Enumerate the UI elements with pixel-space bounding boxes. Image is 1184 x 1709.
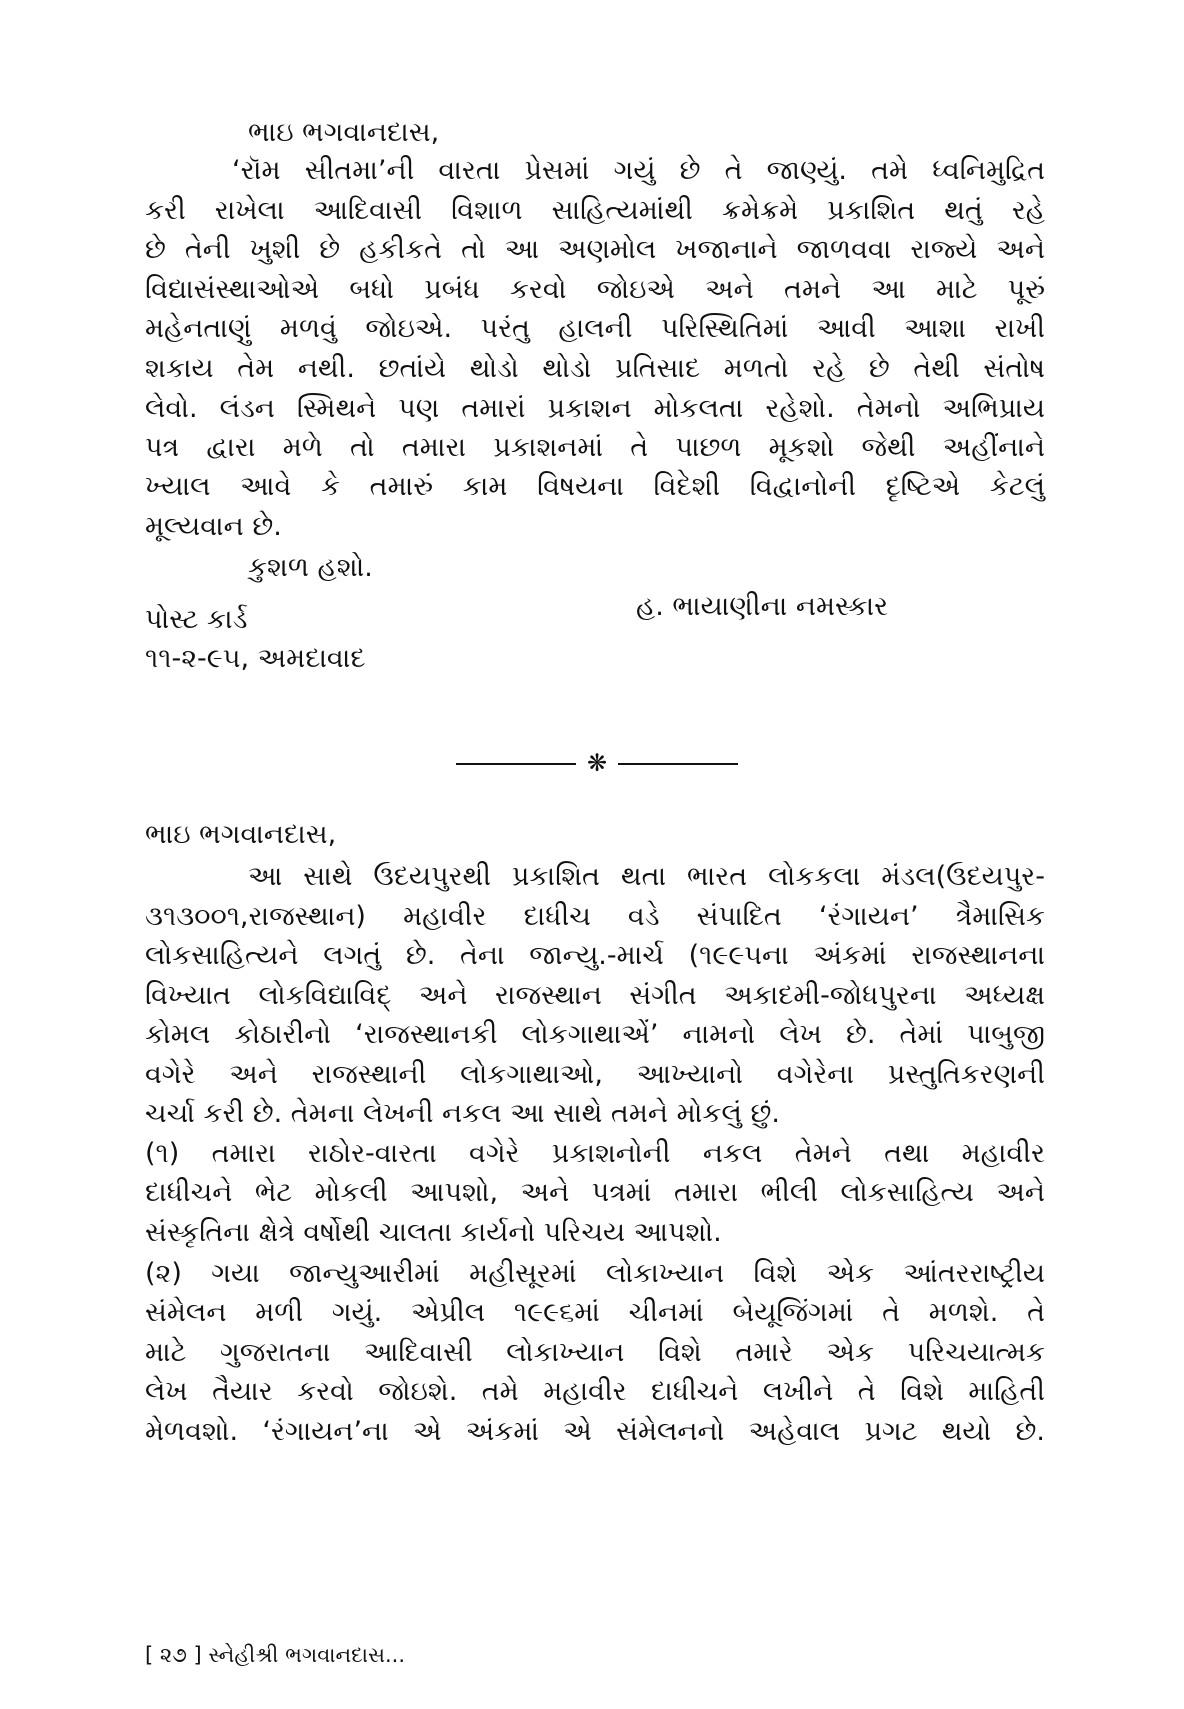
letter2-body-line: વિખ્યાત લોકવિદ્યાવિદ્ અને રાજસ્થાન સંગીત અકાદમી-જોધપુરના અધ્યક્ષ [145, 980, 1045, 1011]
letter1-body-line: ‘રૉમ સીતમા’ની વારતા પ્રેસમાં ગયું છે તે જાણ્યું. તમે ધ્વનિમુદ્રિત [232, 155, 1045, 186]
letter1-body-line: કરી રાખેલા આદિવાસી વિશાળ સાહિત્યમાંથી ક્રમેક્રમે પ્રકાશિત થતું રહે [145, 195, 1045, 226]
letter2-body-line: લેખ તૈયાર કરવો જોઇશે. તમે મહાવીર દાધીચને લખીને તે વિશે માહિતી [145, 1376, 1045, 1407]
letter2-body-line: ૩૧૩૦૦૧,રાજસ્થાન) મહાવીર દાધીચ વડે સંપાદિત ‘રંગાયન’ ત્રૈમાસિક [145, 901, 1045, 932]
letter1-closing: કુશળ હશો. [248, 552, 373, 583]
letter2-body-line: ચર્ચા કરી છે. તેમના લેખની નકલ આ સાથે તમને મોકલું છું. [145, 1098, 780, 1129]
letter2-numbered-item-2: (૨) ગયા જાન્યુઆરીમાં મહીસૂરમાં લોકાખ્યાન વિશે એક આંતરરાષ્ટ્રીય [145, 1258, 1045, 1289]
letter1-salutation: ભાઇ ભગવાનદાસ, [248, 117, 440, 148]
letter1-date-place: ૧૧-૨-૯૫, અમદાવાદ [145, 643, 366, 674]
letter1-body-line: મહેનતાણું મળવું જોઇએ. પરંતુ હાલની પરિસ્થિતિમાં આવી આશા રાખી [145, 313, 1045, 344]
letter2-body-line: કોમલ કોઠારીનો ‘રાજસ્થાનકી લોકગાથાએં’ નામનો લેખ છે. તેમાં પાબુજી [145, 1019, 1045, 1050]
letter1-body-line: લેવો. લંડન સ્મિથને પણ તમારાં પ્રકાશન મોકલતા રહેશો. તેમનો અભિપ્રાય [145, 393, 1045, 424]
letter1-body-line: મૂલ્યવાન છે. [145, 511, 282, 542]
letter2-body-line: સંમેલન મળી ગયું. એપ્રીલ ૧૯૯૬માં ચીનમાં બેયૂજિંગમાં તે મળશે. તે [145, 1297, 1045, 1328]
letter1-body-line: ખ્યાલ આવે કે તમારું કામ વિષયના વિદેશી વિદ્વાનોની દૃષ્ટિએ કેટલું [145, 471, 1045, 502]
divider-rule-left [456, 763, 576, 765]
section-divider [456, 749, 738, 777]
letter1-body-line: પત્ર દ્વારા મળે તો તમારા પ્રકાશનમાં તે પાછળ મૂકશો જેથી અહીંનાને [145, 432, 1045, 463]
letter1-body-line: છે તેની ખુશી છે હકીકતે તો આ અણમોલ ખજાનાને જાળવવા રાજ્યે અને [145, 234, 1045, 265]
flower-ornament-icon: ❋ [586, 749, 608, 777]
letter1-body-line: શકાય તેમ નથી. છતાંયે થોડો થોડો પ્રતિસાદ મળતો રહે છે તેથી સંતોષ [145, 353, 1045, 384]
letter2-body-line: આ સાથે ઉદયપુરથી પ્રકાશિત થતા ભારત લોકકલા મંડલ(ઉદયપુર- [248, 861, 1045, 892]
divider-rule-right [618, 763, 738, 765]
page-footer: [ ૨૭ ] સ્નેહીશ્રી ભગવાનદાસ... [145, 1643, 406, 1667]
letter2-body-line: દાધીચને ભેટ મોકલી આપશો, અને પત્રમાં તમારા ભીલી લોકસાહિત્ય અને [145, 1177, 1045, 1208]
letter2-body-line: માટે ગુજરાતના આદિવાસી લોકાખ્યાન વિશે તમારે એક પરિચયાત્મક [145, 1337, 1045, 1368]
letter2-body-line: સંસ્કૃતિના ક્ષેત્રે વર્ષોથી ચાલતા કાર્યનો પરિચય આપશો. [145, 1217, 722, 1248]
letter2-numbered-item-1: (૧) તમારા રાઠોર-વારતા વગેરે પ્રકાશનોની નકલ તેમને તથા મહાવીર [145, 1138, 1045, 1169]
letter1-medium: પોસ્ટ કાર્ડ [145, 604, 248, 635]
letter2-body-line: વગેરે અને રાજસ્થાની લોકગાથાઓ, આખ્યાનો વગેરેના પ્રસ્તુતિકરણની [145, 1059, 1045, 1090]
letter2-salutation: ભાઇ ભગવાનદાસ, [145, 819, 337, 850]
letter1-signature: હ. ભાયાણીના નમસ્કાર [636, 591, 889, 622]
letter2-body-line: મેળવશો. ‘રંગાયન’ના એ અંકમાં એ સંમેલનનો અહેવાલ પ્રગટ થયો છે. [145, 1416, 1045, 1447]
letter2-body-line: લોકસાહિત્યને લગતું છે. તેના જાન્યુ.-માર્ચ (૧૯૯૫ના અંકમાં રાજસ્થાનના [145, 940, 1045, 971]
letter1-body-line: વિદ્યાસંસ્થાઓએ બધો પ્રબંધ કરવો જોઇએ અને તમને આ માટે પૂરું [145, 274, 1045, 305]
